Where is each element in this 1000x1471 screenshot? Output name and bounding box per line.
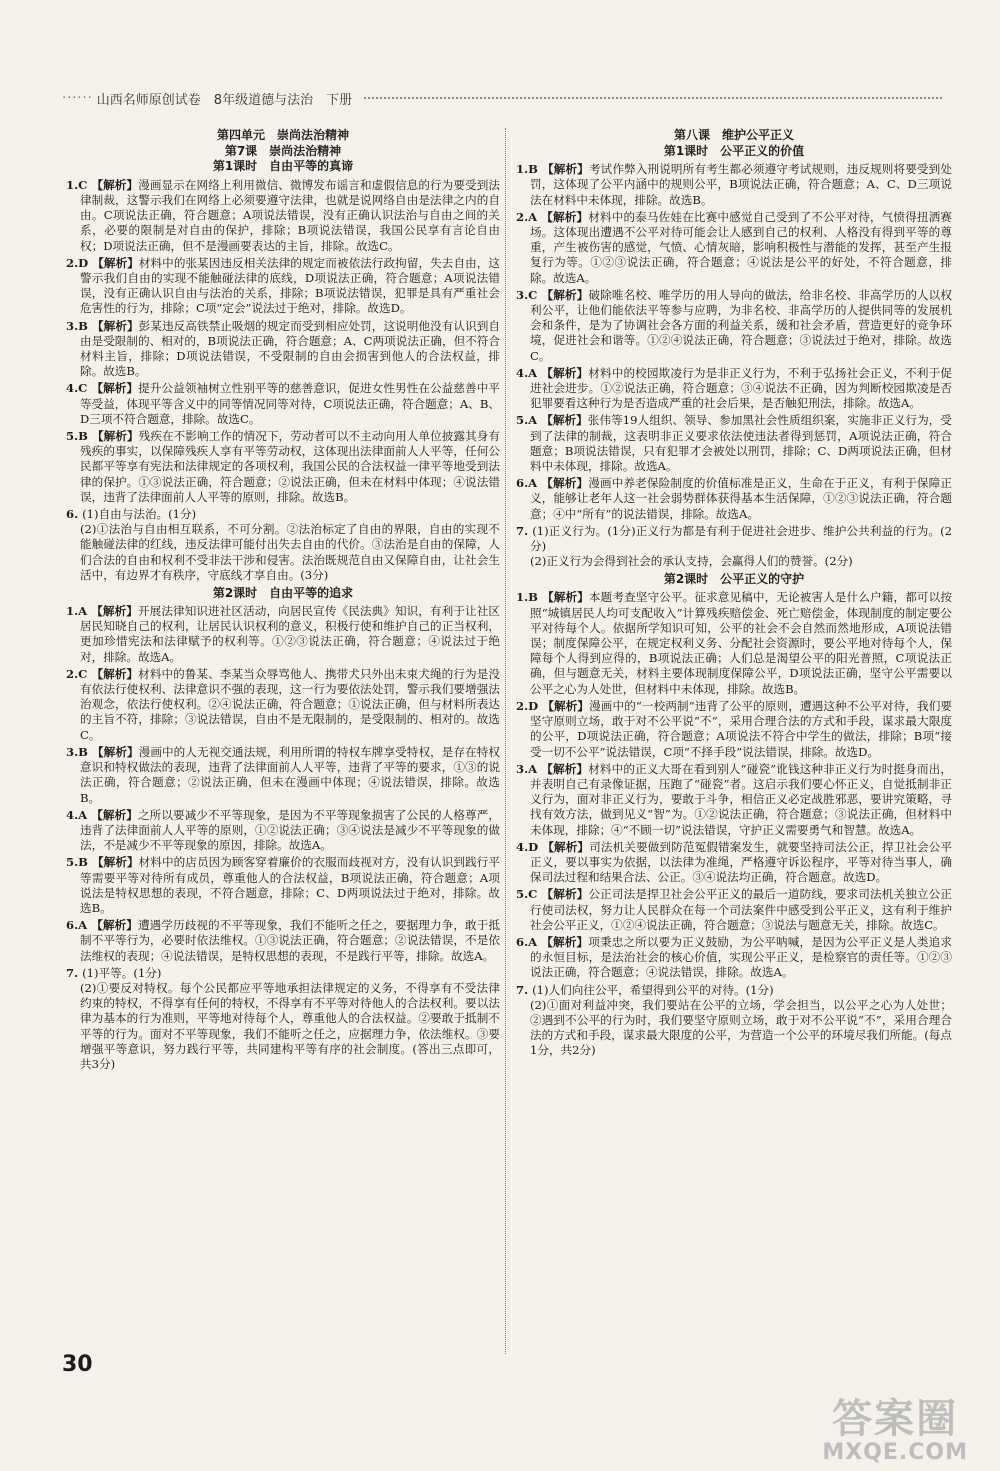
analysis-tag: 【解析】: [92, 318, 139, 333]
right-column: [516, 128, 952, 1061]
answer-text: (1)平等。(1分): [82, 965, 162, 980]
header-leader-line: [364, 97, 942, 99]
answer-text: 考试作弊入刑说明所有考生都必须遵守考试规则，违反规则将要受到处罚，这体现了公平内涵中的规则公平，B项说法正确，符合题意；A、C、D三项说法在材料中未体现，排除。故选B。: [530, 162, 952, 207]
analysis-tag: 【解析】: [91, 918, 138, 933]
answer-item: [66, 178, 500, 254]
answer-number: 4.C: [66, 381, 92, 396]
answer-text: 材料中的泰马佐娃在比赛中感觉自己受到了不公平对待，气愤得扭洒赛场。这体现出遭遇不公平对待可能会让人感到自己的权利、人格没有得到平等的尊重，产生被伤害的感觉，气愤、心情灰暗，影响积极性与潜能的发挥，甚至产生报复行为等。①②③说法正确，符合题意；④说法是公平的好处，不符合题意，排除。故选A。: [530, 209, 952, 285]
header-dots: ······: [62, 90, 93, 106]
answer-text: 材料中的张某因违反相关法律的规定而被依法行政拘留，失去自由，这警示我们自由的实现不能触碰法律的底线，D项说法正确，符合题意；A项说法错误，没有正确认识自由与法治的关系，排除；B项说法错误，犯罪是具有严重社会危害性的行为，排除；C项“定会”说法过于绝对，排除。故选D。: [80, 255, 500, 316]
answer-number: 1.B: [516, 162, 543, 177]
answer-text: 材料中的店员因为顾客穿着廉价的衣服而歧视对方，没有认识到践行平等需要平等对待所有成员，尊重他人的合法权益，B项说法正确，符合题意；A项说法是特权思想的表现，不符合题意，排除；C、D两项说法过于绝对，排除。故选B。: [80, 855, 500, 915]
analysis-tag: 【解析】: [541, 365, 589, 380]
answer-text: 本题考查坚守公平。征求意见稿中，无论被害人是什么户籍，都可以按照“城镇居民人均可支配收入”计算残疾赔偿金、死亡赔偿金，体现制度的制定要公平对待每个人。依据所学知识可知，公平的社会不会自然而然地形成，A项说法错误；制度保障公平，在规定权利义务、分配社会资源时，要公平地对待每个人，保障每个人得到应得的，B项说法正确；人们总是渴望公平的阳光普照，C项说法正确，但与题意无关，材料主要体现制度保障公平，D项说法正确，坚守公平需要以公平之心为人处世，但材料中未体现，排除。故选B。: [530, 590, 952, 696]
answer-number: 3.B: [66, 744, 93, 759]
answer-item: [66, 256, 500, 317]
answer-text: 司法机关要做到防范冤假错案发生，就要坚持司法公正，捍卫社会公平正义，要以事实为依据，以法律为准绳，严格遵守诉讼程序，平等对待当事人，确保司法过程和结果合法、公正。③④说法均正确，符合题意。故选D。: [530, 839, 952, 885]
watermark-logo: [822, 1387, 968, 1465]
answer-number: 2.D: [516, 698, 543, 713]
answer-number: 5.B: [66, 855, 93, 870]
answer-text: 彭某违反高铁禁止吸烟的规定而受到相应处罚，这说明他没有认识到自由是受限制的、相对的，B项说法正确，符合题意；A、C两项说法正确，但不符合材料主旨，排除；D项说法错误，不受限制的自由会损害到他人的合法权益，排除。故选B。: [80, 318, 500, 379]
answer-number: 1.C: [66, 177, 92, 192]
period-heading-2: 第2课时 自由平等的追求: [212, 586, 354, 601]
answer-item: [66, 918, 500, 964]
answer-item: [516, 887, 952, 933]
answer-text: 破除唯名校、唯学历的用人导向的做法，给非名校、非高学历的人以权利公平，让他们能依法平等参与应聘，为非名校、非高学历的人提供同等的发展机会和条件，是为了协调社会各方面的利益关系，缓和社会矛盾，营造更好的竞争环境，促进社会和谐等。①②④说法正确，符合题意；③说法过于绝对，排除。故选C。: [530, 287, 952, 363]
answer-item: [66, 667, 500, 743]
answer-list: [516, 162, 952, 569]
unit-heading: 第四单元 崇尚法治精神: [216, 128, 349, 142]
analysis-tag: 【解析】: [541, 761, 589, 776]
answer-item: [516, 413, 952, 474]
answer-text: 公正司法是捍卫社会公平正义的最后一道防线，要求司法机关独立公正行使司法权，努力让人民群众在每一个司法案件中感受到公平正义，这有利于维护社会公平正义，①②④说法正确，符合题意；③说法与题意无关，排除。故选C。: [530, 887, 952, 932]
answer-number: 5.A: [516, 413, 542, 428]
answer-item: [66, 745, 500, 806]
answer-number: 2.C: [66, 666, 92, 681]
analysis-tag: 【解析】: [542, 839, 590, 854]
answer-list: [66, 178, 500, 583]
answer-number: 1.B: [516, 590, 543, 605]
answer-item: [516, 524, 952, 570]
answer-item: [516, 476, 952, 522]
answer-subtext: (2)①面对利益冲突，我们要站在公平的立场，学会担当，以公平之心为人处世；②遇到不公平的行为时，我们要坚守原则立场，敢于对不公平说“不”，采用合理合法的方式和手段，谋求最大限度的公平，为营造一个公平的环境尽我们所能。(每点1分，共2分): [530, 997, 952, 1058]
answer-number: 4.A: [516, 365, 542, 380]
answer-item: [516, 162, 952, 208]
lesson-heading: 第八课 维护公平正义: [673, 128, 794, 142]
analysis-tag: 【解析】: [92, 855, 139, 870]
analysis-tag: 【解析】: [91, 666, 139, 681]
answer-text: 之所以要减少不平等现象，是因为不平等现象损害了公民的人格尊严，违背了法律面前人人平等的原则，①②说法正确；③④说法是减少不平等现象的做法，不是减少不平等现象的原因，排除。故选A。: [80, 807, 500, 853]
analysis-tag: 【解析】: [92, 744, 139, 759]
answer-text: 材料中的鲁某、李某当众辱骂他人、携带犬只外出未束犬绳的行为是没有依法行使权利、法律意识不强的表现，这一行为要依法处罚，警示我们要增强法治观念，依法行使权利。②④说法正确，符合题意；①说法正确，但与材料所表达的主旨不符，排除；③说法错误，自由不是无限制的，是受限制的、相对的。故选C。: [80, 666, 500, 742]
answer-item: [516, 983, 952, 1059]
answer-list: [66, 604, 500, 1072]
answer-number: 3.B: [66, 318, 93, 333]
answer-text: 遭遇学历歧视的不平等现象，我们不能听之任之，要据理力争，敢于抵制不平等行为，必要时依法维权。①③说法正确，符合题意；②说法错误，不是依法维权的表现；④说法错误，是特权思想的表现，不是践行平等，排除。故选A。: [80, 918, 500, 963]
answer-item: [66, 381, 500, 427]
answer-text: 开展法律知识进社区活动，向居民宣传《民法典》知识，有利于让社区居民知晓自己的权利，让居民认识权利的意义，积极行使和维护自己的正当权利，更加珍惜宪法和法律赋予的权利等。①②③说法正确，符合题意；④说法过于绝对，排除。故选A。: [80, 604, 500, 664]
answer-text: 材料中的正义大哥在看到别人“碰瓷”讹钱这种非正义行为时挺身而出，并表明自己有录像证据，压跑了“碰瓷”者。这启示我们要心怀正义，自觉抵制非正义行为，面对非正义行为，要敢于斗争，相信正义必定战胜邪恶，要讲究策略，寻找有效方法，做到见义“智”为。①②说法正确，符合题意；③说法正确，但材料中未体现，排除；④“不顾一切”说法错误，守护正义需要勇气和智慧。故选A。: [530, 761, 953, 837]
analysis-tag: 【解析】: [542, 162, 589, 177]
answer-item: [516, 288, 952, 364]
analysis-tag: 【解析】: [91, 604, 138, 619]
analysis-tag: 【解析】: [92, 255, 139, 270]
answer-item: [66, 855, 500, 916]
answer-text: 漫画中的人无视交通法规，利用所谓的特权车牌享受特权，是存在特权意识和特权做法的表现，违背了法律面前人人平等，违背了平等的要求，①③的说法正确，符合题意；②说法正确，但未在漫画中体现；④说法错误，排除。故选B。: [80, 744, 500, 805]
answer-item: [66, 429, 500, 505]
analysis-tag: 【解析】: [541, 413, 588, 428]
analysis-tag: 【解析】: [541, 934, 589, 949]
answer-text: (1)自由与法治。(1分): [82, 507, 197, 522]
analysis-tag: 【解析】: [541, 887, 589, 902]
answer-text: 漫画中养老保险制度的价值标准是正义，生命在于正义，有利于保障正义，能够让老年人这一社会弱势群体获得基本生活保障，①②③说法正确，符合题意；④中“所有”的说法错误，排除。故选A。: [530, 476, 952, 521]
analysis-tag: 【解析】: [92, 429, 139, 444]
answer-number: 7.: [66, 965, 83, 980]
watermark-logo-text: 答案圈: [832, 1396, 959, 1442]
column-divider: [505, 128, 506, 1354]
answer-number: 5.C: [516, 887, 542, 902]
answer-text: 漫画显示在网络上利用微信、微博发布谣言和虚假信息的行为要受到法律制裁，这警示我们在网络上必须要遵守法律，也就是说网络自由是法律之内的自由。C项说法正确，符合题意；A项说法错误，没有正确认识法治与自由之间的关系，必要的限制是对自由的保护，排除；B项说法错误，我国公民享有言论自由权；D项说法正确，但不是漫画要表达的主旨，排除。故选C。: [80, 177, 500, 253]
answer-number: 6.: [66, 507, 83, 522]
answer-number: 6.A: [516, 934, 542, 949]
answer-item: [516, 210, 952, 286]
watermark-url: MXQE.COM: [822, 1440, 968, 1465]
answer-number: 4.D: [516, 839, 543, 854]
answer-item: [66, 507, 500, 583]
answer-number: 2.A: [516, 209, 542, 224]
period-heading-2: 第2课时 公平正义的守护: [663, 572, 805, 587]
answer-item: [516, 590, 952, 696]
analysis-tag: 【解析】: [542, 590, 589, 605]
answer-subtext: (2)①法治与自由相互联系，不可分割。②法治标定了自由的界限，自由的实现不能触碰法律的红线，违反法律可能付出失去自由的代价。③法治是自由的保障，人们合法的自由和权利不受非法干涉和侵害。法治既规范自由又保障自由，让社会生活中，有边界才有秩序，守底线才享自由。(3分): [80, 522, 500, 582]
period-heading: 第1课时 公平正义的价值: [663, 143, 805, 158]
analysis-tag: 【解析】: [542, 698, 590, 713]
page-header: [62, 86, 942, 110]
answer-number: 6.A: [516, 476, 542, 491]
answer-number: 1.A: [66, 604, 92, 619]
answer-number: 3.C: [516, 287, 542, 302]
answer-number: 2.D: [66, 255, 93, 270]
answer-item: [66, 966, 500, 1072]
answer-text: 残疾在不影响工作的情况下，劳动者可以不主动向用人单位披露其身有残疾的事实，以保障残疾人享有平等劳动权，这体现出法律面前人人平等，任何公民都平等享有宪法和法律规定的各项权利，我国公民的合法权益一律平等地受到法律的保护。①③说法正确，符合题意；②说法正确，但未在材料中体现；④说法错误，违背了法律面前人人平等的原则，排除。故选B。: [80, 429, 500, 504]
answer-number: 7.: [516, 982, 533, 997]
page-number: 30: [62, 1352, 93, 1377]
answer-item: [66, 604, 500, 665]
answer-number: 5.B: [66, 429, 93, 444]
analysis-tag: 【解析】: [541, 476, 589, 491]
answer-text: (1)人们向往公平，希望得到公平的对待。(1分): [532, 982, 774, 997]
answer-list: [516, 590, 952, 1058]
answer-number: 7.: [516, 523, 533, 538]
answer-number: 3.A: [516, 761, 542, 776]
lesson-heading: 第7课 崇尚法治精神: [224, 143, 342, 158]
analysis-tag: 【解析】: [91, 807, 138, 822]
answer-subtext: (2)正义行为会得到社会的承认支持，会赢得人们的赞誉。(2分): [530, 554, 853, 569]
answer-number: 4.A: [66, 807, 92, 822]
answer-item: [516, 935, 952, 981]
answer-item: [516, 699, 952, 760]
header-title: 山西名师原创试卷 8年级道德与法治 下册: [96, 92, 353, 108]
answer-text: 漫画中的“一校两制”违背了公平的原则，遭遇这种不公平对待，我们要坚守原则立场，敢于对不公平说“不”，采用合理合法的方式和手段，谋求最大限度的公平，D项说法正确，符合题意；A项说法不符合中学生的做法，排除；B项“接受一切不公平”说法错误，C项“不择手段”说法错误，排除。故选D。: [530, 698, 952, 759]
answer-text: 项秉忠之所以要为正义鼓励，为公平呐喊，是因为公平正义是人类追求的永恒目标，是法治社会的核心价值，实现公平正义，是检察官的责任等。①②③说法正确，符合题意；④说法错误，排除。故选A。: [530, 934, 952, 980]
answer-subtext: (2)①要反对特权。每个公民都应平等地承担法律规定的义务，不得享有不受法律约束的特权，不得享有任何的特权，不得享有不平等对待他人的合法权利。要以法律为基本的行为准则，平等地对待每个人，尊重他人的合法权益。②要敢于抵制不平等的行为。面对不平等现象，我们不能听之任之，应据理力争，依法维权。③要增强平等意识，努力践行平等，共同建构平等有序的社会制度。(答出三点即可，共3分): [80, 980, 500, 1071]
answer-number: 6.A: [66, 918, 92, 933]
answer-text: (1)正义行为。(1分)正义行为都是有利于促进社会进步、维护公共利益的行为。(2分): [530, 523, 953, 554]
analysis-tag: 【解析】: [541, 287, 589, 302]
analysis-tag: 【解析】: [91, 381, 139, 396]
answer-item: [66, 319, 500, 380]
answer-item: [516, 840, 952, 886]
answer-item: [516, 366, 952, 412]
left-column: [66, 128, 500, 1074]
answer-text: 张伟等19人组织、领导、参加黑社会性质组织案，实施非正义行为，受到了法律的制裁，这表明非正义要求依法使违法者得到惩罚，A项说法正确，符合题意；B项说法错误，只有犯罪才会被处以刑罚，排除；C、D两项说法正确，但材料中未体现，排除。故选A。: [530, 413, 952, 474]
answer-text: 提升公益领袖树立性别平等的慈善意识，促进女性男性在公益慈善中平等受益，体现平等含义中的同等情况同等对待，C项说法正确，符合题意；A、B、D三项不符合题意，排除。故选C。: [80, 381, 500, 426]
answer-text: 材料中的校园欺凌行为是非正义行为，不利于弘扬社会正义，不利于促进社会进步。①②说法正确，符合题意；③④说法不正确，因为判断校园欺凌是否犯罪要看这种行为是否造成严重的社会后果，是否触犯刑法，排除。故选A。: [530, 365, 952, 411]
analysis-tag: 【解析】: [91, 177, 139, 192]
answer-item: [516, 762, 952, 838]
answer-item: [66, 808, 500, 854]
analysis-tag: 【解析】: [541, 209, 589, 224]
period-heading: 第1课时 自由平等的真谛: [212, 159, 354, 174]
